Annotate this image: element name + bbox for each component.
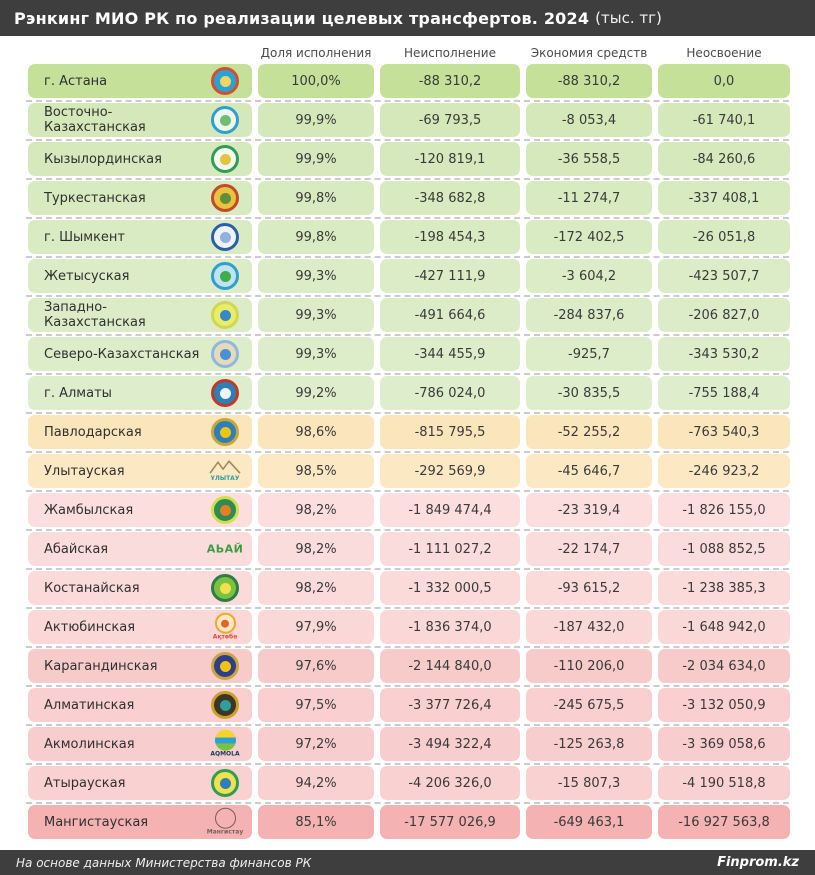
savings-cell: -125 263,8	[526, 727, 652, 761]
nonutilization-cell: 0,0	[658, 64, 790, 98]
nonexecution-cell: -4 206 326,0	[380, 766, 520, 800]
nonutilization-cell: -1 826 155,0	[658, 493, 790, 527]
aqmola-emblem-icon: AQMOLA	[206, 730, 244, 759]
column-header-share: Доля исполнения	[260, 45, 372, 60]
savings-cell: -172 402,5	[526, 220, 652, 254]
region-name: Туркестанская	[44, 190, 146, 206]
execution-share-cell: 100,0%	[258, 64, 374, 98]
region-name: Атырауская	[44, 775, 126, 791]
execution-share-cell: 98,6%	[258, 415, 374, 449]
region-name-cell	[28, 805, 252, 839]
region-name-cell	[28, 571, 252, 605]
source-note: На основе данных Министерства финансов РК	[16, 855, 312, 870]
nonexecution-cell: -292 569,9	[380, 454, 520, 488]
ulytau-emblem-icon: ҰЛЫТАУ	[206, 459, 244, 483]
region-name-cell	[28, 376, 252, 410]
nonutilization-cell: -755 188,4	[658, 376, 790, 410]
column-header-nonutilization: Неосвоение	[686, 45, 762, 60]
nonutilization-cell: -423 507,7	[658, 259, 790, 293]
nonutilization-cell: -61 740,1	[658, 103, 790, 137]
nonexecution-cell: -198 454,3	[380, 220, 520, 254]
column-header-nonexecution: Неисполнение	[404, 45, 496, 60]
region-name-cell	[28, 610, 252, 644]
table-row	[28, 649, 787, 683]
brand-label: Finprom.kz	[717, 855, 799, 870]
execution-share-cell: 99,3%	[258, 298, 374, 332]
region-name-cell	[28, 220, 252, 254]
region-name-cell	[28, 64, 252, 98]
nonexecution-cell: -427 111,9	[380, 259, 520, 293]
nonexecution-cell: -1 111 027,2	[380, 532, 520, 566]
column-header-savings: Экономия средств	[530, 45, 648, 60]
table-row	[28, 454, 787, 488]
savings-cell: -45 646,7	[526, 454, 652, 488]
region-name-cell	[28, 649, 252, 683]
region-name: г. Алматы	[44, 385, 112, 401]
execution-share-cell: 99,3%	[258, 337, 374, 371]
region-name: Карагандинская	[44, 658, 158, 674]
execution-share-cell: 94,2%	[258, 766, 374, 800]
nonutilization-cell: -337 408,1	[658, 181, 790, 215]
region-name-cell	[28, 181, 252, 215]
title-bar	[0, 0, 815, 36]
savings-cell: -8 053,4	[526, 103, 652, 137]
execution-share-cell: 99,3%	[258, 259, 374, 293]
execution-share-cell: 98,5%	[258, 454, 374, 488]
savings-cell: -925,7	[526, 337, 652, 371]
table-row	[28, 337, 787, 371]
table-row	[28, 415, 787, 449]
savings-cell: -3 604,2	[526, 259, 652, 293]
savings-cell: -30 835,5	[526, 376, 652, 410]
nonexecution-cell: -3 494 322,4	[380, 727, 520, 761]
region-name-cell	[28, 415, 252, 449]
savings-cell: -22 174,7	[526, 532, 652, 566]
table-row	[28, 298, 787, 332]
nonexecution-cell: -348 682,8	[380, 181, 520, 215]
execution-share-cell: 99,9%	[258, 142, 374, 176]
ranking-table	[0, 36, 815, 839]
aktobe-emblem-icon: Ақтөбе	[206, 613, 244, 642]
nonutilization-cell: -84 260,6	[658, 142, 790, 176]
nonexecution-cell: -786 024,0	[380, 376, 520, 410]
nonutilization-cell: -763 540,3	[658, 415, 790, 449]
nonexecution-cell: -815 795,5	[380, 415, 520, 449]
savings-cell: -23 319,4	[526, 493, 652, 527]
region-name: Актюбинская	[44, 619, 136, 635]
nonutilization-cell: -3 132 050,9	[658, 688, 790, 722]
region-name: Павлодарская	[44, 424, 142, 440]
execution-share-cell: 99,8%	[258, 181, 374, 215]
nonexecution-cell: -120 819,1	[380, 142, 520, 176]
execution-share-cell: 99,2%	[258, 376, 374, 410]
region-name: Мангистауская	[44, 814, 149, 830]
region-name: г. Астана	[44, 73, 108, 89]
pavlodar-emblem-icon	[206, 418, 244, 446]
nonexecution-cell: -2 144 840,0	[380, 649, 520, 683]
almaty-region-emblem-icon	[206, 691, 244, 719]
nonexecution-cell: -1 332 000,5	[380, 571, 520, 605]
table-row	[28, 571, 787, 605]
karaganda-emblem-icon	[206, 652, 244, 680]
table-row	[28, 259, 787, 293]
region-name: Восточно-Казахстанская	[44, 105, 146, 135]
savings-cell: -36 558,5	[526, 142, 652, 176]
table-rows	[28, 64, 787, 839]
savings-cell: -52 255,2	[526, 415, 652, 449]
region-name-cell	[28, 259, 252, 293]
table-row	[28, 64, 787, 98]
table-row	[28, 220, 787, 254]
nonutilization-cell: -1 648 942,0	[658, 610, 790, 644]
mangystau-emblem-icon: Мангистау	[206, 808, 244, 837]
page-title: Рэнкинг МИО РК по реализации целевых трансфертов. 2024	[14, 8, 590, 28]
region-name-cell	[28, 142, 252, 176]
region-name: Акмолинская	[44, 736, 135, 752]
region-name: Кызылординская	[44, 151, 162, 167]
execution-share-cell: 97,9%	[258, 610, 374, 644]
region-name-cell	[28, 298, 252, 332]
sko-emblem-icon	[206, 340, 244, 368]
region-name-cell	[28, 532, 252, 566]
region-name-cell	[28, 766, 252, 800]
region-name: Абайская	[44, 541, 109, 557]
table-row	[28, 688, 787, 722]
page-title-unit: (тыс. тг)	[595, 9, 662, 27]
nonutilization-cell: -1 238 385,3	[658, 571, 790, 605]
region-name: Жамбылская	[44, 502, 134, 518]
execution-share-cell: 99,8%	[258, 220, 374, 254]
nonexecution-cell: -88 310,2	[380, 64, 520, 98]
region-name: Северо-Казахстанская	[44, 346, 200, 362]
nonutilization-cell: -246 923,2	[658, 454, 790, 488]
table-row	[28, 805, 787, 839]
nonutilization-cell: -206 827,0	[658, 298, 790, 332]
nonutilization-cell: -3 369 058,6	[658, 727, 790, 761]
almaty-city-emblem-icon	[206, 379, 244, 407]
savings-cell: -110 206,0	[526, 649, 652, 683]
execution-share-cell: 98,2%	[258, 532, 374, 566]
table-row	[28, 376, 787, 410]
region-name-cell	[28, 454, 252, 488]
table-row	[28, 493, 787, 527]
nonexecution-cell: -344 455,9	[380, 337, 520, 371]
nonexecution-cell: -3 377 726,4	[380, 688, 520, 722]
zko-emblem-icon	[206, 301, 244, 329]
table-row	[28, 532, 787, 566]
region-name: Жетысуская	[44, 268, 130, 284]
region-name-cell	[28, 493, 252, 527]
nonutilization-cell: -16 927 563,8	[658, 805, 790, 839]
region-name-cell	[28, 103, 252, 137]
savings-cell: -88 310,2	[526, 64, 652, 98]
nonutilization-cell: -26 051,8	[658, 220, 790, 254]
region-name: Улытауская	[44, 463, 125, 479]
region-name-cell	[28, 727, 252, 761]
nonexecution-cell: -69 793,5	[380, 103, 520, 137]
savings-cell: -284 837,6	[526, 298, 652, 332]
kyzylorda-emblem-icon	[206, 145, 244, 173]
region-name: г. Шымкент	[44, 229, 125, 245]
savings-cell: -245 675,5	[526, 688, 652, 722]
execution-share-cell: 97,2%	[258, 727, 374, 761]
nonutilization-cell: -4 190 518,8	[658, 766, 790, 800]
savings-cell: -15 807,3	[526, 766, 652, 800]
nonexecution-cell: -491 664,6	[380, 298, 520, 332]
savings-cell: -11 274,7	[526, 181, 652, 215]
execution-share-cell: 97,5%	[258, 688, 374, 722]
shymkent-emblem-icon	[206, 223, 244, 251]
nonexecution-cell: -1 836 374,0	[380, 610, 520, 644]
column-headers	[28, 36, 787, 63]
execution-share-cell: 98,2%	[258, 571, 374, 605]
kostanay-emblem-icon	[206, 574, 244, 602]
table-row	[28, 181, 787, 215]
zhetysu-emblem-icon	[206, 262, 244, 290]
vko-emblem-icon	[206, 106, 244, 134]
region-name: Алматинская	[44, 697, 135, 713]
execution-share-cell: 99,9%	[258, 103, 374, 137]
region-name: Костанайская	[44, 580, 140, 596]
nonexecution-cell: -1 849 474,4	[380, 493, 520, 527]
astana-emblem-icon	[206, 67, 244, 95]
nonutilization-cell: -343 530,2	[658, 337, 790, 371]
execution-share-cell: 85,1%	[258, 805, 374, 839]
region-name: Западно-Казахстанская	[44, 300, 146, 330]
execution-share-cell: 97,6%	[258, 649, 374, 683]
table-row	[28, 727, 787, 761]
nonutilization-cell: -2 034 634,0	[658, 649, 790, 683]
table-row	[28, 610, 787, 644]
zhambyl-emblem-icon	[206, 496, 244, 524]
abai-emblem-icon: АЬАЙ	[206, 542, 244, 556]
table-row	[28, 103, 787, 137]
table-row	[28, 766, 787, 800]
table-row	[28, 142, 787, 176]
turkestan-emblem-icon	[206, 184, 244, 212]
nonutilization-cell: -1 088 852,5	[658, 532, 790, 566]
nonexecution-cell: -17 577 026,9	[380, 805, 520, 839]
savings-cell: -649 463,1	[526, 805, 652, 839]
execution-share-cell: 98,2%	[258, 493, 374, 527]
savings-cell: -187 432,0	[526, 610, 652, 644]
atyrau-emblem-icon	[206, 769, 244, 797]
footer-bar	[0, 850, 815, 875]
region-name-cell	[28, 337, 252, 371]
savings-cell: -93 615,2	[526, 571, 652, 605]
region-name-cell	[28, 688, 252, 722]
